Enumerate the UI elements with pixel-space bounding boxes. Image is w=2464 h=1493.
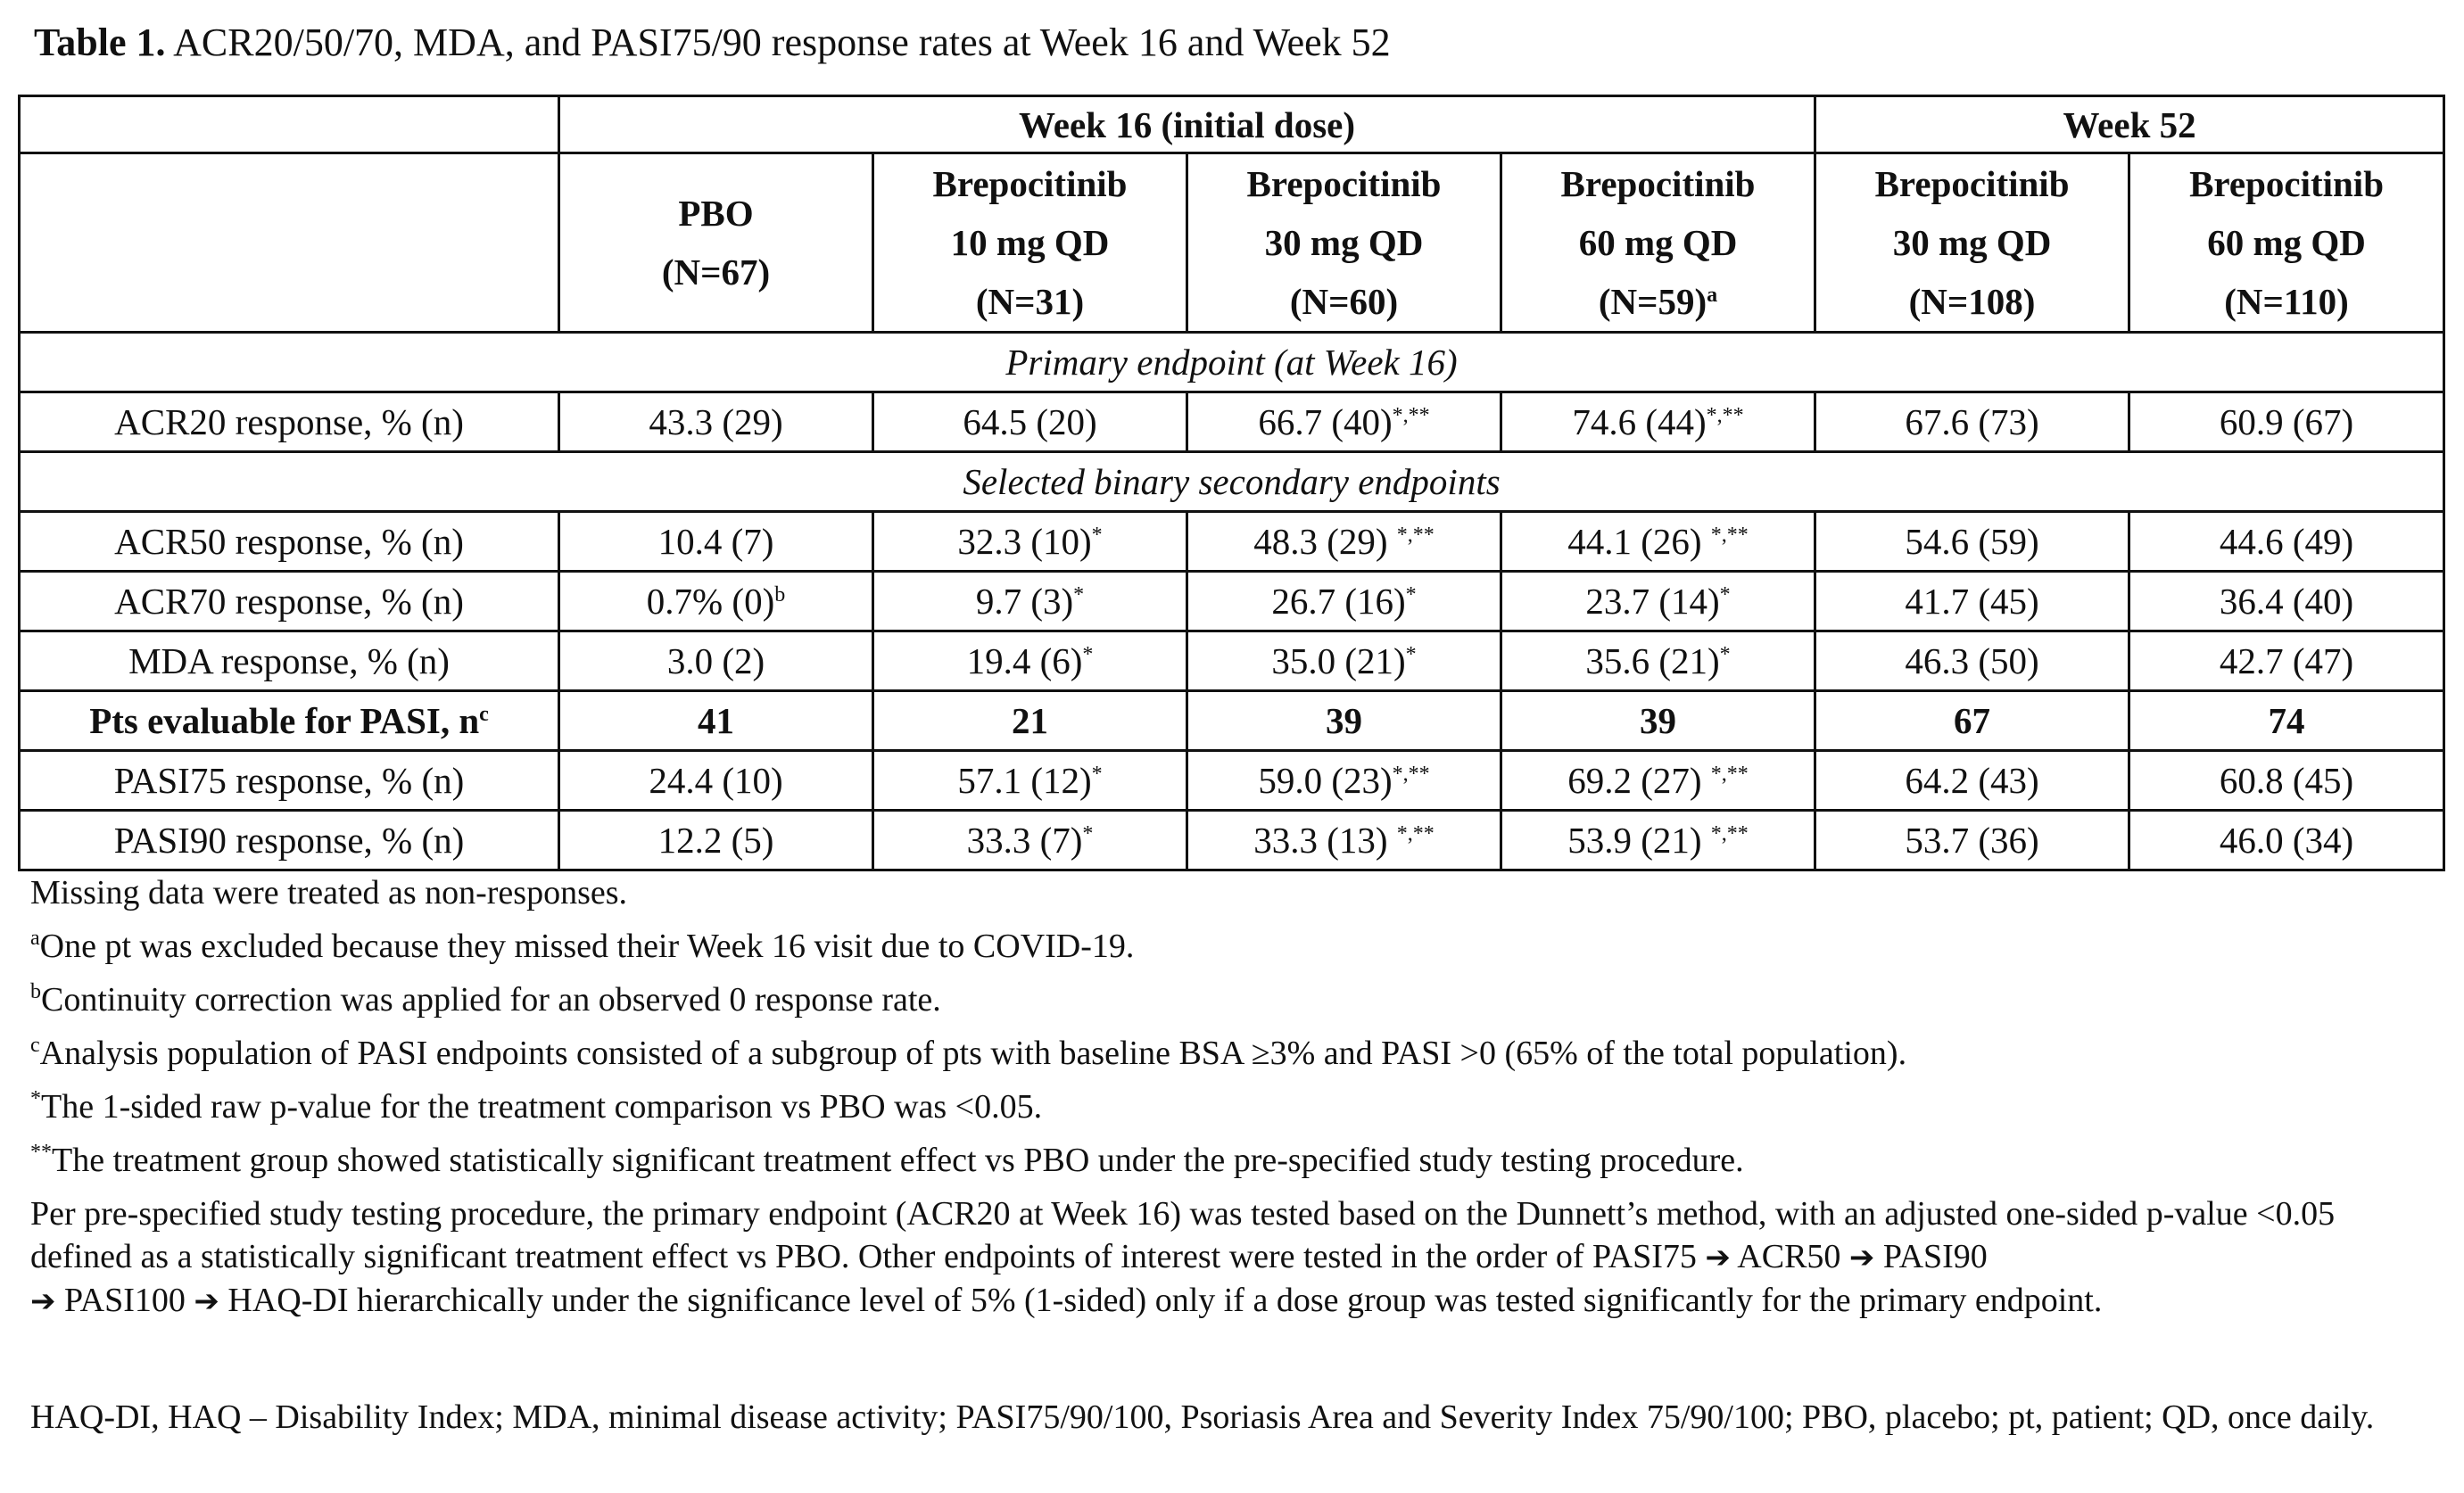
significance-mark: *,** xyxy=(1396,822,1435,845)
table-cell xyxy=(1815,631,2129,691)
cell-value: 46.0 (34) xyxy=(2219,820,2354,861)
row-label xyxy=(20,512,559,572)
table-title-text: ACR20/50/70, MDA, and PASI75/90 response rates at Week 16 and Week 52 xyxy=(165,21,1391,64)
significance-mark: * xyxy=(1091,524,1103,547)
footnote-mark: a xyxy=(1707,284,1718,307)
significance-mark: * xyxy=(1073,583,1085,606)
procedure-step: ACR50 xyxy=(1737,1238,1841,1275)
table-cell xyxy=(559,751,873,811)
cell-value: 32.3 (10) xyxy=(957,521,1092,562)
column-header-line: Brepocitinib xyxy=(1874,163,2070,204)
footnote-mark: a xyxy=(30,927,40,950)
cell-value: 33.3 (7) xyxy=(966,820,1083,861)
cell-value: 39 xyxy=(1640,700,1677,741)
table-cell xyxy=(873,751,1187,811)
cell-value: 39 xyxy=(1326,700,1362,741)
column-header-line: 60 mg QD xyxy=(2207,222,2366,263)
table-cell xyxy=(1501,631,1815,691)
footnote-text: Analysis population of PASI endpoints consisted of a subgroup of pts with baseline BSA ≥3% and PASI >0 (65% of the total population). xyxy=(39,1035,1907,1072)
column-header-line: Brepocitinib xyxy=(1246,163,1442,204)
table-cell xyxy=(1187,512,1501,572)
significance-mark: *,** xyxy=(1396,524,1435,547)
column-header-line: Brepocitinib xyxy=(1560,163,1756,204)
cell-value: 43.3 (29) xyxy=(649,401,783,442)
cell-value: 0.7% (0) xyxy=(646,581,775,622)
significance-mark: * xyxy=(1719,583,1731,606)
significance-mark: *,** xyxy=(1710,822,1749,845)
column-header xyxy=(873,153,1187,333)
row-label xyxy=(20,691,559,751)
cell-value: 53.9 (21) xyxy=(1567,820,1711,861)
cell-value: 24.4 (10) xyxy=(649,760,783,801)
cell-value: 10.4 (7) xyxy=(657,521,774,562)
significance-mark: *,** xyxy=(1392,763,1430,786)
column-header xyxy=(1815,153,2129,333)
table-cell xyxy=(1187,751,1501,811)
column-header-line: 30 mg QD xyxy=(1264,222,1424,263)
significance-mark: * xyxy=(1091,763,1103,786)
procedure-text: HAQ-DI hierarchically under the significance level of 5% (1-sided) only if a dose group was tested significantly for the primary endpoint. xyxy=(227,1282,2103,1319)
row-label xyxy=(20,751,559,811)
header-blank-cell xyxy=(20,96,559,153)
table-cell xyxy=(559,512,873,572)
table-row xyxy=(20,572,2444,631)
significance-mark: *,** xyxy=(1706,404,1744,427)
table-title xyxy=(34,16,1391,70)
arrow-right-icon: ➔ xyxy=(194,1283,219,1319)
cell-value: 44.6 (49) xyxy=(2219,521,2354,562)
footnote-text: The 1-sided raw p-value for the treatment comparison vs PBO was <0.05. xyxy=(41,1088,1043,1126)
cell-value: 67.6 (73) xyxy=(1905,401,2039,442)
significance-mark: * xyxy=(1082,643,1094,666)
group-header-row xyxy=(20,96,2444,153)
column-header-line: (N=59) xyxy=(1598,281,1707,322)
cell-value: 19.4 (6) xyxy=(966,640,1083,681)
row-label xyxy=(20,572,559,631)
cell-value: 67 xyxy=(1954,700,1991,741)
cell-value: 46.3 (50) xyxy=(1905,640,2039,681)
table-cell xyxy=(559,691,873,751)
row-label-text: PASI75 response, % (n) xyxy=(113,760,465,801)
table-cell xyxy=(1815,512,2129,572)
column-header-line: 60 mg QD xyxy=(1578,222,1738,263)
table-cell xyxy=(873,572,1187,631)
table-cell xyxy=(1187,392,1501,452)
footnote-mark: c xyxy=(30,1034,40,1057)
footnote-b xyxy=(30,978,2439,1021)
cell-value: 64.2 (43) xyxy=(1905,760,2039,801)
row-label-text: ACR70 response, % (n) xyxy=(114,581,464,622)
table-cell xyxy=(873,392,1187,452)
table-cell xyxy=(559,631,873,691)
footnote-text: Continuity correction was applied for an observed 0 response rate. xyxy=(41,981,941,1019)
procedure-step: PASI100 xyxy=(64,1282,186,1319)
cell-value: 74.6 (44) xyxy=(1572,401,1707,442)
cell-value: 36.4 (40) xyxy=(2219,581,2354,622)
footnote-mark: c xyxy=(479,703,489,726)
table-row xyxy=(20,392,2444,452)
table-cell xyxy=(2129,572,2444,631)
table-cell xyxy=(559,572,873,631)
results-table xyxy=(18,95,2445,871)
column-header-row xyxy=(20,153,2444,333)
footnote-mark: b xyxy=(30,980,41,1003)
table-cell xyxy=(1501,392,1815,452)
footnote-mark: * xyxy=(30,1087,41,1110)
table-cell xyxy=(2129,631,2444,691)
row-label-text: PASI90 response, % (n) xyxy=(113,820,465,861)
cell-value: 60.9 (67) xyxy=(2219,401,2354,442)
table-cell xyxy=(1815,751,2129,811)
column-header-line: 10 mg QD xyxy=(950,222,1110,263)
table-cell xyxy=(1501,512,1815,572)
significance-mark: *,** xyxy=(1392,404,1430,427)
column-header-line: (N=110) xyxy=(2224,281,2349,322)
table-row xyxy=(20,751,2444,811)
cell-value: 41.7 (45) xyxy=(1905,581,2039,622)
significance-mark: b xyxy=(774,583,786,606)
cell-value: 57.1 (12) xyxy=(957,760,1092,801)
section-row-secondary xyxy=(20,452,2444,512)
row-label-text: MDA response, % (n) xyxy=(128,640,450,681)
column-header-line: PBO xyxy=(678,193,754,234)
table-title-label: Table 1. xyxy=(34,21,166,64)
footnote-a xyxy=(30,925,2439,968)
table-cell xyxy=(2129,392,2444,452)
week16-header: Week 16 (initial dose) xyxy=(559,96,1815,153)
table-cell xyxy=(2129,751,2444,811)
table-cell xyxy=(1815,572,2129,631)
row-label xyxy=(20,631,559,691)
significance-mark: * xyxy=(1082,822,1094,845)
table-cell xyxy=(873,811,1187,870)
table-cell xyxy=(1815,392,2129,452)
footnote-text: One pt was excluded because they missed their Week 16 visit due to COVID-19. xyxy=(39,928,1135,965)
footnote-double-star xyxy=(30,1139,2439,1182)
significance-mark: * xyxy=(1405,583,1417,606)
column-header xyxy=(2129,153,2444,333)
column-header-line: (N=60) xyxy=(1289,281,1399,322)
significance-mark: * xyxy=(1719,643,1731,666)
cell-value: 21 xyxy=(1012,700,1048,741)
cell-value: 64.5 (20) xyxy=(963,401,1097,442)
cell-value: 9.7 (3) xyxy=(975,581,1074,622)
section-row-primary xyxy=(20,333,2444,392)
section-label: Selected binary secondary endpoints xyxy=(20,452,2444,512)
table-cell xyxy=(873,691,1187,751)
table-row xyxy=(20,631,2444,691)
cell-value: 23.7 (14) xyxy=(1585,581,1720,622)
cell-value: 35.6 (21) xyxy=(1585,640,1720,681)
column-header-line: (N=31) xyxy=(975,281,1085,322)
arrow-right-icon: ➔ xyxy=(1848,1240,1875,1275)
column-header-line: (N=108) xyxy=(1908,281,2036,322)
footnote-c xyxy=(30,1032,2439,1075)
procedure-step: PASI90 xyxy=(1882,1238,1988,1275)
cell-value: 74 xyxy=(2268,700,2305,741)
column-header xyxy=(1501,153,1815,333)
cell-value: 66.7 (40) xyxy=(1258,401,1393,442)
footnote-text: The treatment group showed statistically significant treatment effect vs PBO under the pre-specified study testing procedure. xyxy=(52,1142,1744,1179)
table-cell xyxy=(559,392,873,452)
cell-value: 53.7 (36) xyxy=(1905,820,2039,861)
cell-value: 12.2 (5) xyxy=(657,820,774,861)
table-row xyxy=(20,811,2444,870)
procedure-text: Per pre-specified study testing procedure, the primary endpoint (ACR20 at Week 16) was tested based on the Dunnett’s method, with an adjusted one-sided p-value <0.05 defined as a statistically significant treatment effect vs PBO. Other endpoints of interest were tested in the order of PASI75 xyxy=(30,1195,2336,1275)
cell-value: 35.0 (21) xyxy=(1271,640,1406,681)
cell-value: 59.0 (23) xyxy=(1258,760,1393,801)
cell-value: 54.6 (59) xyxy=(1905,521,2039,562)
cell-value: 60.8 (45) xyxy=(2219,760,2354,801)
row-label xyxy=(20,392,559,452)
table-cell xyxy=(559,811,873,870)
table-cell xyxy=(2129,691,2444,751)
cell-value: 48.3 (29) xyxy=(1253,521,1397,562)
column-header xyxy=(1187,153,1501,333)
row-label xyxy=(20,811,559,870)
footnote-star xyxy=(30,1085,2439,1128)
table-cell xyxy=(1501,572,1815,631)
table-cell xyxy=(1501,751,1815,811)
row-label-text: ACR20 response, % (n) xyxy=(114,401,464,442)
cell-value: 42.7 (47) xyxy=(2219,640,2354,681)
table-footnotes xyxy=(30,871,2439,1449)
table-cell xyxy=(2129,811,2444,870)
table-row xyxy=(20,512,2444,572)
table-cell xyxy=(1187,572,1501,631)
section-label: Primary endpoint (at Week 16) xyxy=(20,333,2444,392)
table-cell xyxy=(873,512,1187,572)
table-cell xyxy=(1815,691,2129,751)
row-label-text: Pts evaluable for PASI, n xyxy=(89,700,480,741)
cell-value: 33.3 (13) xyxy=(1253,820,1397,861)
table-cell xyxy=(1187,811,1501,870)
abbreviations-note: HAQ-DI, HAQ – Disability Index; MDA, minimal disease activity; PASI75/90/100, Psoriasis Area and Severity Index 75/90/100; PBO, placebo; pt, patient; QD, once daily. xyxy=(30,1398,2375,1436)
header-blank-cell xyxy=(20,153,559,333)
table-cell xyxy=(1187,631,1501,691)
cell-value: 69.2 (27) xyxy=(1567,760,1711,801)
table-cell xyxy=(1501,811,1815,870)
cell-value: 44.1 (26) xyxy=(1567,521,1711,562)
column-header-line: Brepocitinib xyxy=(932,163,1128,204)
cell-value: 3.0 (2) xyxy=(666,640,765,681)
cell-value: 41 xyxy=(698,700,734,741)
arrow-right-icon: ➔ xyxy=(1705,1240,1731,1275)
table-cell xyxy=(1187,691,1501,751)
footnote-mark: ** xyxy=(30,1141,52,1164)
week52-header: Week 52 xyxy=(1815,96,2444,153)
table-cell xyxy=(2129,512,2444,572)
column-header-line: 30 mg QD xyxy=(1892,222,2052,263)
table-cell xyxy=(1501,691,1815,751)
row-label-text: ACR50 response, % (n) xyxy=(114,521,464,562)
significance-mark: *,** xyxy=(1710,524,1749,547)
significance-mark: * xyxy=(1405,643,1417,666)
cell-value: 26.7 (16) xyxy=(1271,581,1406,622)
footnote-missing: Missing data were treated as non-responses. xyxy=(30,874,628,911)
testing-procedure-note xyxy=(30,1192,2439,1323)
column-header xyxy=(559,153,873,333)
column-header-line: (N=67) xyxy=(661,252,771,293)
table-cell xyxy=(873,631,1187,691)
arrow-right-icon: ➔ xyxy=(30,1283,56,1319)
table-cell xyxy=(1815,811,2129,870)
significance-mark: *,** xyxy=(1710,763,1749,786)
table-row xyxy=(20,691,2444,751)
column-header-line: Brepocitinib xyxy=(2189,163,2384,204)
